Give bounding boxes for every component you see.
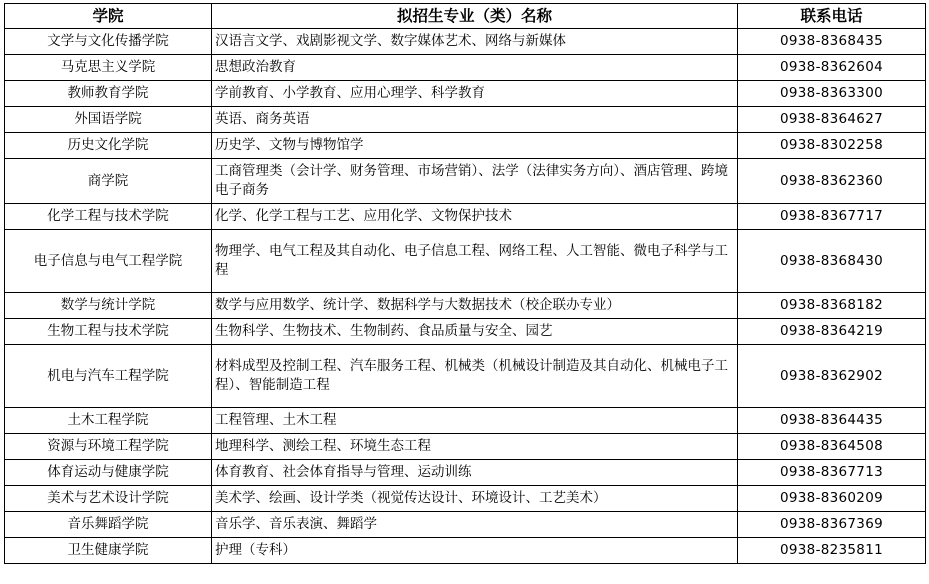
table-row (5, 230, 926, 293)
table-row (5, 460, 926, 486)
college-cell: 数学与统计学院 (5, 293, 212, 319)
header-row (5, 4, 926, 29)
college-cell: 美术与艺术设计学院 (5, 486, 212, 512)
college-cell: 电子信息与电气工程学院 (5, 230, 212, 293)
college-cell: 体育运动与健康学院 (5, 460, 212, 486)
phone-cell: 0938-8362604 (738, 55, 926, 81)
major-cell: 地理科学、测绘工程、环境生态工程 (212, 434, 738, 460)
major-cell: 音乐学、音乐表演、舞蹈学 (212, 512, 738, 538)
college-cell: 马克思主义学院 (5, 55, 212, 81)
header-phone: 联系电话 (738, 4, 926, 29)
college-cell: 土木工程学院 (5, 408, 212, 434)
major-cell: 生物科学、生物技术、生物制药、食品质量与安全、园艺 (212, 319, 738, 345)
phone-cell: 0938-8364435 (738, 408, 926, 434)
table-row (5, 486, 926, 512)
major-cell: 学前教育、小学教育、应用心理学、科学教育 (212, 81, 738, 107)
table-row (5, 55, 926, 81)
table-row (5, 29, 926, 55)
major-cell: 物理学、电气工程及其自动化、电子信息工程、网络工程、人工智能、微电子科学与工程 (212, 230, 738, 293)
table-row (5, 204, 926, 230)
major-cell: 美术学、绘画、设计学类（视觉传达设计、环境设计、工艺美术） (212, 486, 738, 512)
college-cell: 化学工程与技术学院 (5, 204, 212, 230)
table-row (5, 81, 926, 107)
college-cell: 教师教育学院 (5, 81, 212, 107)
major-cell: 数学与应用数学、统计学、数据科学与大数据技术（校企联办专业） (212, 293, 738, 319)
major-cell: 材料成型及控制工程、汽车服务工程、机械类（机械设计制造及其自动化、机械电子工程）、智能制造工程 (212, 345, 738, 408)
phone-cell: 0938-8235811 (738, 538, 926, 564)
major-cell: 工商管理类（会计学、财务管理、市场营销）、法学（法律实务方向）、酒店管理、跨境电子商务 (212, 159, 738, 204)
college-cell: 卫生健康学院 (5, 538, 212, 564)
phone-cell: 0938-8367713 (738, 460, 926, 486)
table-row (5, 345, 926, 408)
phone-cell: 0938-8362360 (738, 159, 926, 204)
table-row (5, 293, 926, 319)
college-cell: 外国语学院 (5, 107, 212, 133)
college-cell: 文学与文化传播学院 (5, 29, 212, 55)
college-cell: 历史文化学院 (5, 133, 212, 159)
table-row (5, 159, 926, 204)
table-row (5, 408, 926, 434)
header-major: 拟招生专业（类）名称 (212, 4, 738, 29)
table-row (5, 512, 926, 538)
table-row (5, 538, 926, 564)
table-row (5, 434, 926, 460)
phone-cell: 0938-8364508 (738, 434, 926, 460)
college-cell: 资源与环境工程学院 (5, 434, 212, 460)
college-cell: 机电与汽车工程学院 (5, 345, 212, 408)
majors-table (4, 3, 926, 564)
major-cell: 思想政治教育 (212, 55, 738, 81)
phone-cell: 0938-8368435 (738, 29, 926, 55)
college-cell: 音乐舞蹈学院 (5, 512, 212, 538)
table-row (5, 319, 926, 345)
major-cell: 护理（专科） (212, 538, 738, 564)
college-cell: 商学院 (5, 159, 212, 204)
phone-cell: 0938-8363300 (738, 81, 926, 107)
phone-cell: 0938-8368182 (738, 293, 926, 319)
table-row (5, 107, 926, 133)
phone-cell: 0938-8362902 (738, 345, 926, 408)
major-cell: 汉语言文学、戏剧影视文学、数字媒体艺术、网络与新媒体 (212, 29, 738, 55)
majors-table-container (4, 3, 926, 564)
phone-cell: 0938-8364219 (738, 319, 926, 345)
major-cell: 化学、化学工程与工艺、应用化学、文物保护技术 (212, 204, 738, 230)
major-cell: 英语、商务英语 (212, 107, 738, 133)
phone-cell: 0938-8367369 (738, 512, 926, 538)
major-cell: 体育教育、社会体育指导与管理、运动训练 (212, 460, 738, 486)
phone-cell: 0938-8302258 (738, 133, 926, 159)
table-row (5, 133, 926, 159)
phone-cell: 0938-8368430 (738, 230, 926, 293)
phone-cell: 0938-8360209 (738, 486, 926, 512)
phone-cell: 0938-8367717 (738, 204, 926, 230)
major-cell: 工程管理、土木工程 (212, 408, 738, 434)
major-cell: 历史学、文物与博物馆学 (212, 133, 738, 159)
phone-cell: 0938-8364627 (738, 107, 926, 133)
college-cell: 生物工程与技术学院 (5, 319, 212, 345)
header-college: 学院 (5, 4, 212, 29)
